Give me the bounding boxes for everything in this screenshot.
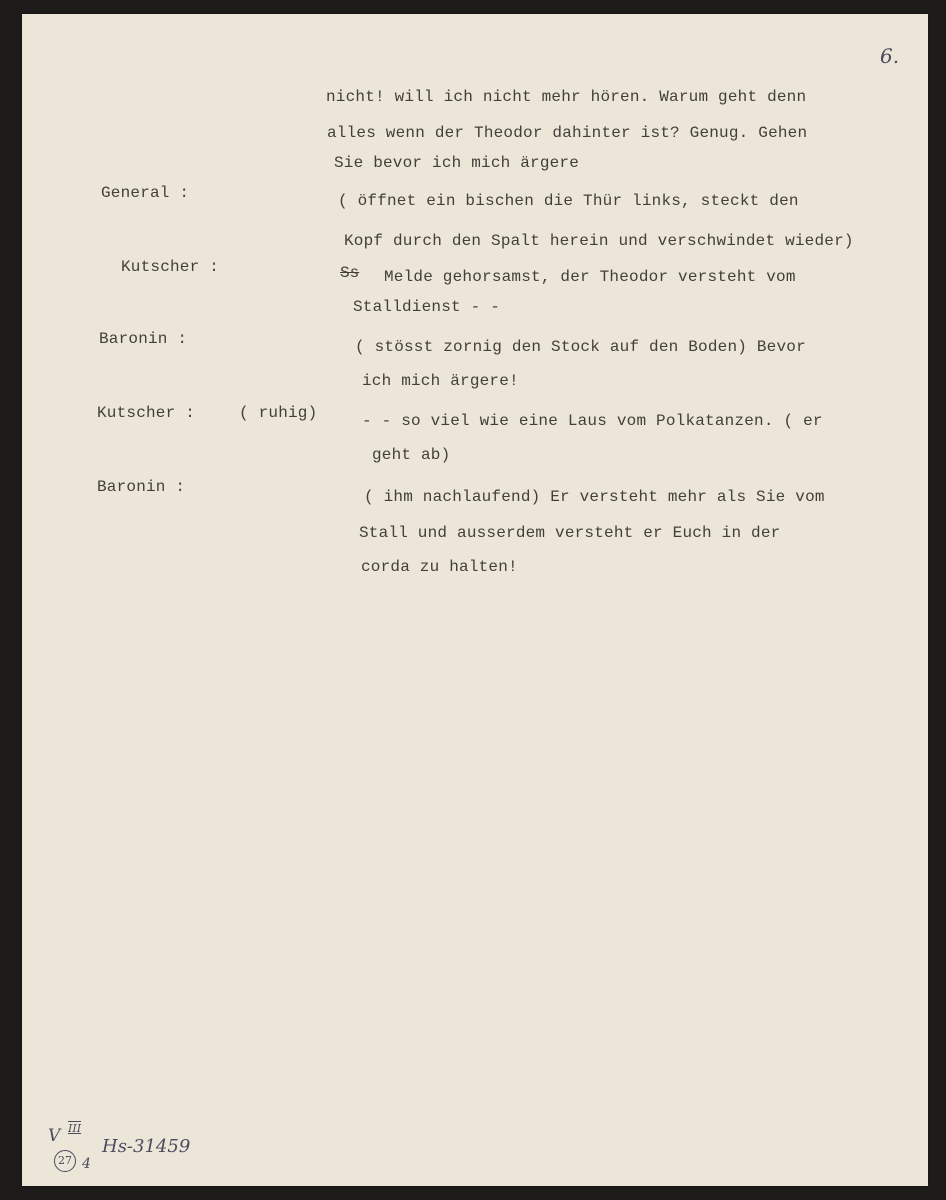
speaker-label: General : — [101, 184, 190, 202]
text-line: Stall und ausserdem versteht er Euch in der — [359, 524, 781, 542]
archive-roman-numeral: V — [48, 1126, 61, 1146]
speaker-label: Baronin : — [99, 330, 188, 348]
text-line: Stalldienst - - — [353, 298, 501, 316]
text-line: Sie bevor ich mich ärgere — [334, 154, 580, 172]
text-line: ( öffnet ein bischen die Thür links, steckt den — [338, 192, 799, 210]
text-line: ( ihm nachlaufend) Er versteht mehr als Sie vom — [364, 488, 825, 506]
text-line: corda zu halten! — [361, 558, 518, 576]
archive-roman-sub: III — [68, 1122, 82, 1135]
text-line: nicht! will ich nicht mehr hören. Warum geht denn — [326, 88, 807, 106]
text-line: alles wenn der Theodor dahinter ist? Genug. Gehen — [327, 124, 808, 142]
text-line: Kopf durch den Spalt herein und verschwindet wieder) — [344, 232, 854, 250]
archive-circled-number: 27 — [54, 1150, 76, 1172]
stage-direction: ( ruhig) — [239, 404, 318, 422]
text-line: Melde gehorsamst, der Theodor versteht vom — [384, 268, 796, 286]
speaker-label: Baronin : — [97, 478, 186, 496]
speaker-label: Kutscher : — [97, 404, 196, 422]
archive-signature: Hs-31459 — [102, 1136, 191, 1157]
struck-typing-mark: Ss — [340, 264, 360, 282]
text-line: ( stösst zornig den Stock auf den Boden) Bevor — [355, 338, 806, 356]
text-line: geht ab) — [372, 446, 451, 464]
archive-sub-number: 4 — [82, 1156, 91, 1172]
text-line: ich mich ärgere! — [362, 372, 519, 390]
speaker-label: Kutscher : — [121, 258, 220, 276]
page-number: 6. — [880, 44, 900, 68]
text-line: - - so viel wie eine Laus vom Polkatanzen. ( er — [362, 412, 823, 430]
